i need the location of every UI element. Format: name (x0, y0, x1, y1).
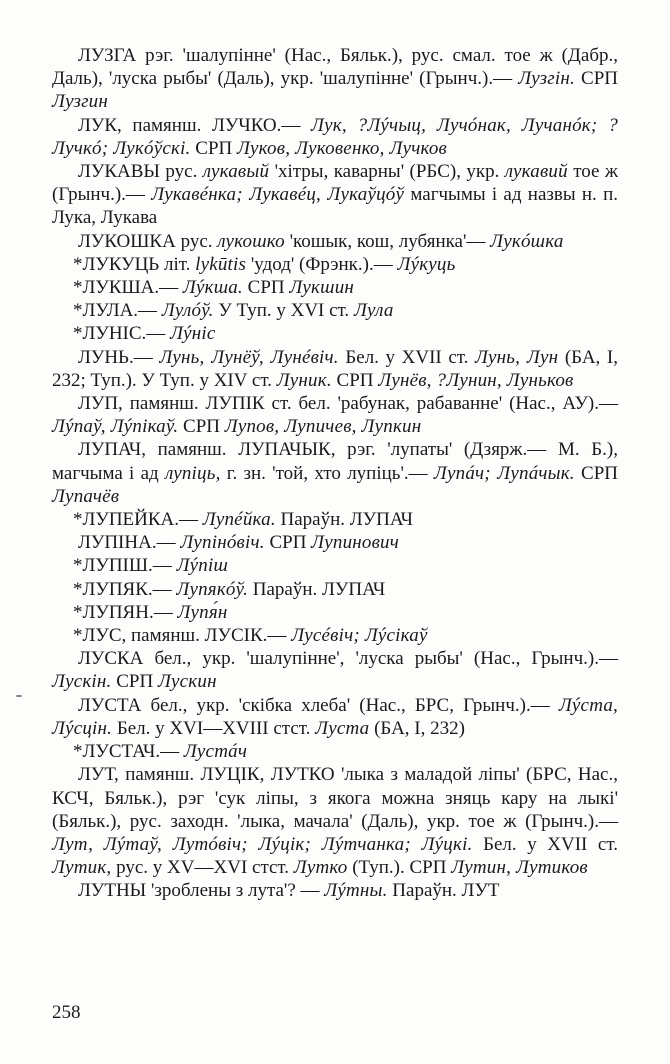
entry-text: 'хітры, каварны' (РБС), укр. (269, 161, 505, 183)
entry-text: *ЛУЛА.— (73, 300, 162, 322)
entry-italic-text: Лýтны. (324, 880, 388, 902)
entry-italic-text: Лýста, Лýсцін. (52, 694, 618, 739)
entry-italic-text: Лупинович (311, 532, 400, 554)
entry-text: СРП (574, 68, 618, 90)
dictionary-entry-lupyak (52, 578, 618, 601)
dictionary-entry-luksha (52, 276, 618, 299)
entry-text: 'кошык, кош, лубянка'— (284, 230, 491, 252)
entry-text: ЛУП, памянш. ЛУПІК ст. бел. 'рабунак, рабаванне' (Нас., АУ).— (78, 393, 618, 415)
entry-italic-text: Лускин (157, 671, 217, 693)
entry-italic-text: Лукавéнка; Лукавéц, Лукаўцóў (151, 184, 405, 206)
entry-italic-text: Лупя́н (177, 601, 228, 623)
entry-text: ЛУПАЧ, памянш. ЛУПАЧЫК, рэг. 'лупаты' (Дзярж.— М. Б.), магчыма і ад (52, 439, 618, 484)
entry-italic-text: Луков, Луковенко, Лучков (236, 137, 448, 159)
entry-italic-text: Лупов, Лупичев, Лупкин (224, 416, 422, 438)
entry-text: *ЛУКУЦЬ літ. (73, 253, 196, 275)
dictionary-entry-lukuts (52, 253, 618, 276)
entry-italic-text: лукавий (504, 161, 568, 183)
entry-italic-text: Лук, ?Лýчыц, Лучóнак, Лучанóк; ?Лучкó; Лукóўскі. (52, 114, 618, 159)
entry-italic-text: лукошко (217, 230, 285, 252)
entry-text: Параўн. ЛУПАЧ (248, 578, 386, 600)
entry-text: ЛУКАВЫ рус. (78, 161, 203, 183)
entry-italic-text: Лутко (293, 857, 348, 879)
entry-text: ЛУСТА бел., укр. 'скібка хлеба' (Нас., БРС, Грынч.).— (78, 694, 559, 716)
entry-italic-text: Лунёв, ?Лунин, Луньков (378, 369, 574, 391)
entry-text: магчымы і ад назвы н. п. Лука, Лукава (52, 184, 618, 229)
entry-italic-text: Лупáч; Лупáчык. (433, 462, 575, 484)
entry-italic-text: Лунь, Лун (474, 346, 559, 368)
dictionary-entry-lun (52, 346, 618, 392)
dictionary-entry-lupina (52, 531, 618, 554)
dictionary-entry-lupach (52, 438, 618, 508)
entry-italic-text: лукавый (202, 161, 270, 183)
page-number: 258 (52, 1002, 81, 1023)
entry-text: СРП (178, 416, 225, 438)
dictionary-entry-lupish (52, 554, 618, 577)
entry-text: рус. у XV—XVI стст. (111, 857, 294, 879)
entry-text: СРП (331, 369, 379, 391)
entry-text: Бел. у XVII ст. (472, 833, 618, 855)
entry-italic-text: Лупінóвіч. (180, 532, 265, 554)
dictionary-entry-lutny (52, 879, 618, 902)
entry-italic-text: Лусéвіч; Лýсікаў (291, 625, 428, 647)
entry-text: *ЛУПЯН.— (73, 601, 178, 623)
entry-text: 'удод' (Фрэнк.).— (246, 253, 398, 275)
entry-italic-text: Лýкша. (182, 277, 243, 299)
dictionary-entry-luk (52, 114, 618, 160)
entry-italic-text: Лузгін. (518, 68, 575, 90)
dictionary-entry-lupyan (52, 601, 618, 624)
entry-text: ЛУТ, памянш. ЛУЦІК, ЛУТКО 'лыка з маладой ліпы' (БРС, Нас., КСЧ, Бяльк.), рэг 'сук ліпы, з якога можна зняць кару на лыкі' (Бяльк.), рус. заходн. 'лыка, мачала' (Даль), укр. тое ж (Грынч.).— (52, 764, 618, 832)
dictionary-entry-lupeika (52, 508, 618, 531)
entry-italic-text: Лукóшка (490, 230, 564, 252)
entries-column (52, 44, 618, 903)
entry-italic-text: Лупякóў. (176, 578, 249, 600)
entry-text: У Туп. у XVI ст. (213, 300, 354, 322)
entry-italic-text: Лýпіш (176, 555, 228, 577)
entry-text: *ЛУПЕЙКА.— (73, 509, 203, 531)
entry-italic-text: Лунь, Лунёў, Лунéвіч. (159, 346, 339, 368)
entry-italic-text: Луста (315, 717, 370, 739)
entry-italic-text: Лупачёв (52, 485, 120, 507)
entry-text: (БА, I, 232) (369, 717, 465, 739)
entry-italic-text: Лулóў. (161, 300, 214, 322)
entry-text: (БА, I, 232; Туп.). У Туп. у XIV ст. (52, 346, 618, 391)
entry-text: *ЛУС, памянш. ЛУСІК.— (73, 625, 292, 647)
dictionary-entry-lukoshka (52, 230, 618, 253)
entry-italic-text: Лускін. (52, 671, 112, 693)
entry-text: *ЛУНІС.— (73, 323, 171, 345)
dictionary-entry-lut (52, 763, 618, 879)
entry-italic-text: Лутик, (52, 857, 112, 879)
entry-italic-text: лупіць, (164, 462, 221, 484)
dictionary-entry-lukavy (52, 160, 618, 230)
entry-text: Бел. у XVI—XVIII стст. (112, 717, 316, 739)
entry-italic-text: Лукшин (289, 277, 355, 299)
entry-text: ЛУПІНА.— (78, 532, 181, 554)
entry-text: ЛУНЬ.— (78, 346, 160, 368)
dictionary-entry-lup (52, 392, 618, 438)
entry-italic-text: lykūtis (195, 253, 247, 275)
entry-text: Параўн. ЛУТ (387, 880, 500, 902)
entry-text: *ЛУПЯК.— (73, 578, 177, 600)
entry-italic-text: Лýніс (170, 323, 216, 345)
entry-text: СРП (242, 277, 290, 299)
entry-text: ЛУТНЫ 'зроблены з лута'? — (78, 880, 325, 902)
dictionary-entry-luzga (52, 44, 618, 114)
entry-text: СРП (264, 532, 312, 554)
entry-text: *ЛУКША.— (73, 277, 183, 299)
entry-italic-text: Лузгин (52, 91, 109, 113)
entry-text: тое ж (Грынч.).— (52, 161, 618, 206)
entry-text: ЛУЗГА рэг. 'шалупінне' (Нас., Бяльк.), рус. смал. тое ж (Дабр., Даль), 'луска рыбы' (Даль), укр. 'шалупінне' (Грынч.).— (52, 45, 618, 90)
entry-text: *ЛУПІШ.— (73, 555, 177, 577)
entry-text: СРП (574, 462, 619, 484)
entry-italic-text: Лутин, Лутиков (451, 857, 588, 879)
entry-text: СРП (190, 137, 237, 159)
entry-text: (Туп.). СРП (347, 857, 452, 879)
entry-text: Бел. у XVII ст. (338, 346, 475, 368)
dictionary-entry-lustach (52, 740, 618, 763)
dictionary-entry-lula (52, 299, 618, 322)
entry-text: ЛУСКА бел., укр. 'шалупінне', 'луска рыбы' (Нас., Грынч.).— (78, 648, 618, 670)
entry-italic-text: Лут, Лýтаў, Лутóвіч; Лýцік; Лýтчанка; Лýцкі. (52, 833, 473, 855)
dictionary-entry-luska (52, 647, 618, 693)
entry-italic-text: Лупéйка. (202, 509, 276, 531)
dictionary-entry-lus (52, 624, 618, 647)
entry-italic-text: Лула (353, 300, 394, 322)
entry-italic-text: Лýпаў, Лýпікаў. (52, 416, 179, 438)
entry-italic-text: Лýкуць (397, 253, 456, 275)
entry-text: Параўн. ЛУПАЧ (275, 509, 414, 531)
entry-text: СРП (111, 671, 158, 693)
entry-text: *ЛУСТАЧ.— (73, 741, 184, 763)
dictionary-entry-lusta (52, 694, 618, 740)
entry-italic-text: Лустáч (183, 741, 248, 763)
print-speck (16, 695, 22, 697)
entry-text: ЛУК, памянш. ЛУЧКО.— (78, 114, 312, 136)
entry-italic-text: Луник. (276, 369, 332, 391)
entry-text: г. зн. 'той, хто лупіць'.— (220, 462, 434, 484)
entry-text: ЛУКОШКА рус. (78, 230, 218, 252)
dictionary-entry-lunis (52, 322, 618, 345)
